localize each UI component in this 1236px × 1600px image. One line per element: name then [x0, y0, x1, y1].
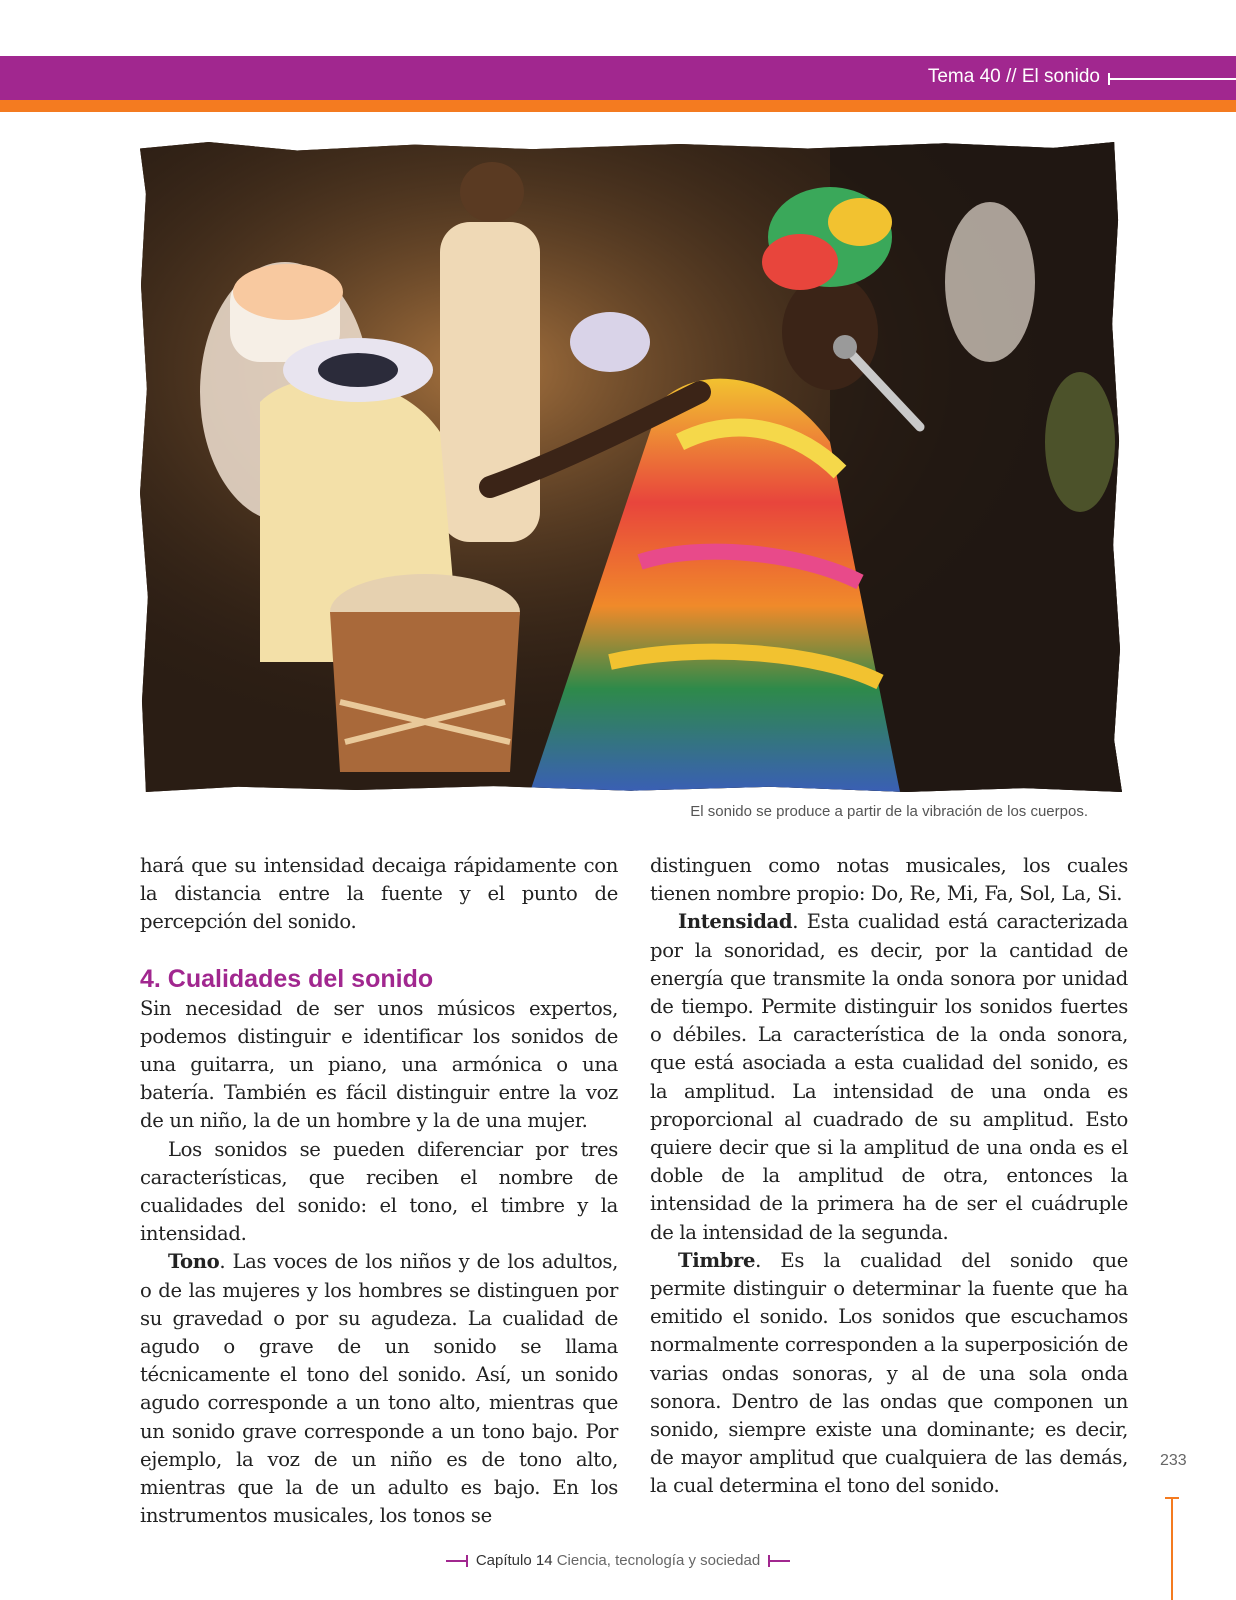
text-column-right [650, 852, 1128, 1501]
footer-chapter-label: Capítulo 14 [475, 1552, 553, 1569]
footer-chapter-title: Ciencia, tecnología y sociedad [556, 1552, 761, 1569]
term-timbre: Timbre [678, 1248, 756, 1272]
term-tono: Tono [168, 1250, 220, 1274]
paragraph-text: . Las voces de los niños y de los adultos, o de las mujeres y los hombres se distinguen por su gravedad o por su agudeza. La cualidad de agudo o grave de un sonido se llama técnicamente el tono del sonido. Así, un sonido agudo corresponde a un tono alto, mientras que un sonido grave corresponde a un tono bajo. Por ejemplo, la voz de un niño es de tono alto, mientras que la de un adulto es bajo. En los instrumentos musicales, los tonos se [140, 1250, 618, 1528]
footer [0, 1552, 1236, 1569]
margin-rule [1171, 1497, 1173, 1600]
footer-rule-right [768, 1560, 790, 1562]
paragraph: Los sonidos se pueden diferenciar por tres características, que reciben el nombre de cualidades del sonido: el tono, el timbre y la intensidad. [140, 1137, 618, 1246]
paragraph: hará que su intensidad decaiga rápidamente con la distancia entre la fuente y el punto de percepción del sonido. [140, 854, 618, 934]
figure-photo [140, 142, 1122, 792]
section-title: 4. Cualidades del sonido [140, 964, 434, 993]
photo-dancer-icon [140, 142, 1122, 792]
paragraph-tono [140, 1248, 618, 1530]
text-column-left [140, 852, 618, 1530]
header-stripe [0, 100, 1236, 112]
paragraph: distinguen como notas musicales, los cuales tienen nombre propio: Do, Re, Mi, Fa, Sol, La, Si. [650, 854, 1128, 906]
page-number: 233 [1160, 1452, 1187, 1469]
paragraph-text: . Esta cualidad está caracterizada por la sonoridad, es decir, por la cantidad de energía que transmite la onda sonora por unidad de tiempo. Permite distinguir los sonidos fuertes o débiles. La característica de la onda sonora, que está asociada a esta cualidad del sonido, es la amplitud. La intensidad de una onda es proporcional al cuadrado de su amplitud. Esto quiere decir que si la amplitud de una onda es el doble de la amplitud de otra, entonces la intensidad de la primera ha de ser el cuádruple de la intensidad de la segunda. [650, 910, 1128, 1244]
paragraph-text: . Es la cualidad del sonido que permite distinguir o determinar la fuente que ha emitido el sonido. Los sonidos que escuchamos normalmente corresponden a la superposición de varias ondas sonoras, y al de una sola onda sonora. Dentro de las ondas que componen un sonido, siempre existe una dominante; es decir, de mayor amplitud que cualquiera de las demás, la cual determina el tono del sonido. [650, 1248, 1128, 1498]
figure-caption: El sonido se produce a partir de la vibración de los cuerpos. [690, 803, 1088, 820]
header-title: Tema 40 // El sonido [927, 66, 1100, 87]
paragraph: Sin necesidad de ser unos músicos expertos, podemos distinguir e identificar los sonidos de una guitarra, un piano, una armónica o una batería. También es fácil distinguir entre la voz de un niño, la de un hombre y la de una mujer. [140, 996, 618, 1133]
paragraph-timbre [650, 1247, 1128, 1501]
paragraph-intensidad [650, 908, 1128, 1246]
term-intensidad: Intensidad [678, 910, 793, 934]
footer-rule-left [446, 1560, 468, 1562]
header-rule [1108, 78, 1236, 80]
